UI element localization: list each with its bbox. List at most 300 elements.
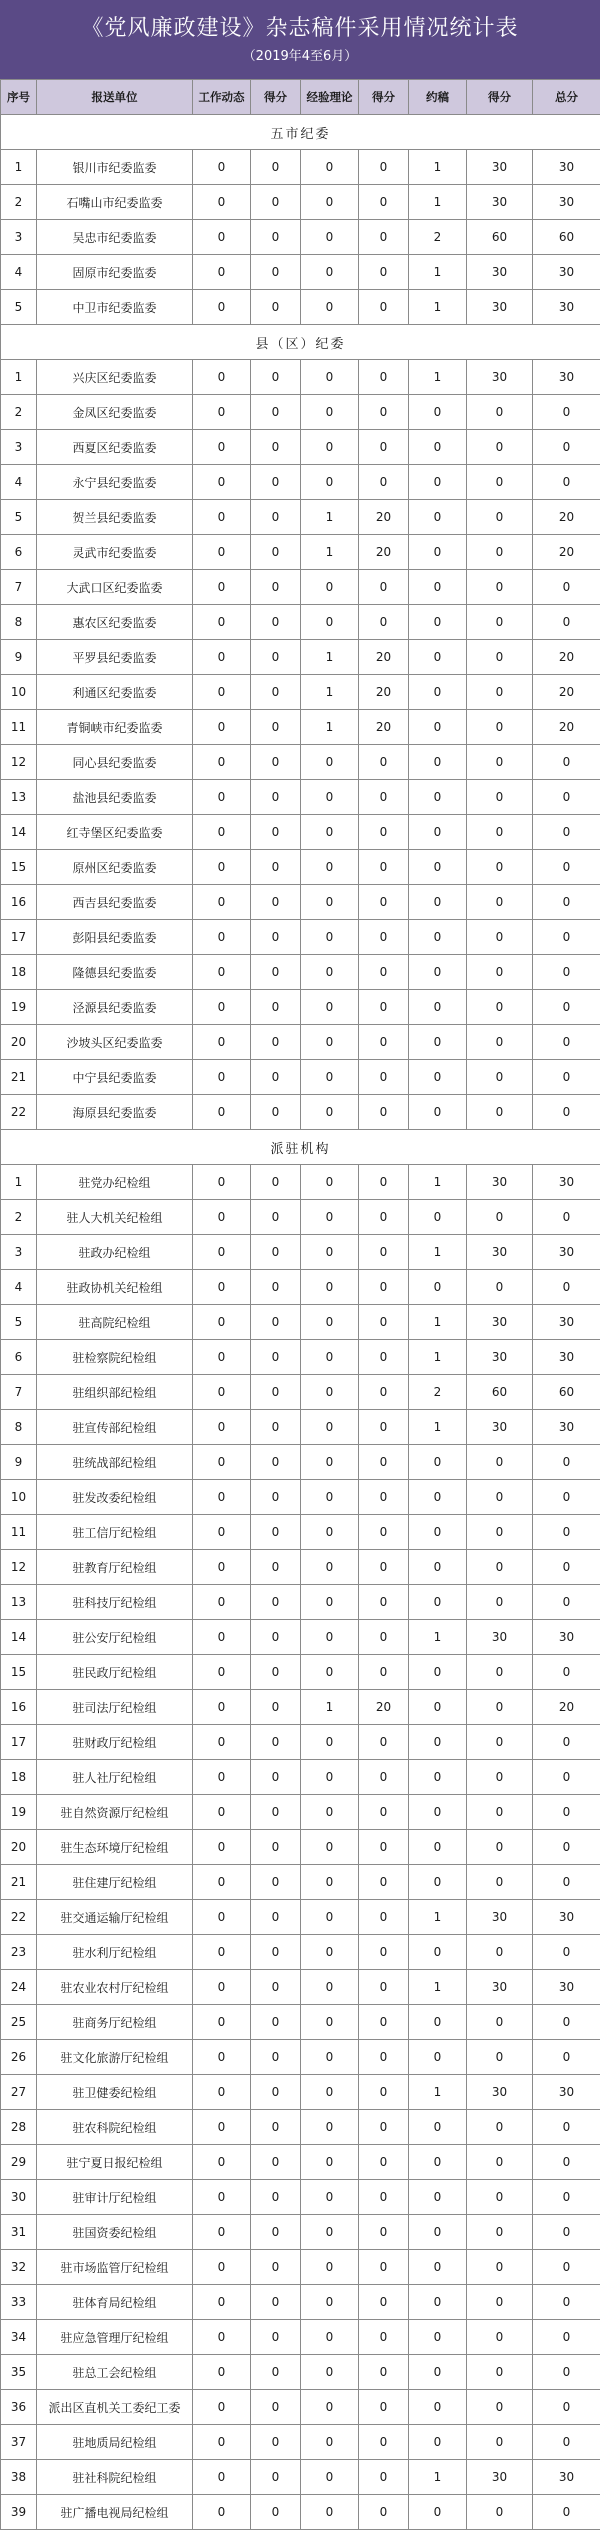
- score-cell: 0: [359, 990, 409, 1025]
- commissioned-cell: 0: [409, 815, 467, 850]
- score-cell: 0: [467, 2495, 533, 2530]
- commissioned-cell: 0: [409, 535, 467, 570]
- experience-cell: 0: [301, 745, 359, 780]
- table-row: [1, 535, 600, 570]
- unit-name-cell: 金凤区纪委监委: [37, 395, 193, 430]
- score-cell: 0: [359, 1830, 409, 1865]
- experience-cell: 1: [301, 1690, 359, 1725]
- score-cell: 0: [359, 2285, 409, 2320]
- commissioned-cell: 1: [409, 2075, 467, 2110]
- work-news-cell: 0: [193, 2460, 251, 2495]
- index-cell: 29: [1, 2145, 37, 2180]
- table-row: [1, 1095, 600, 1130]
- total-cell: 0: [533, 990, 600, 1025]
- commissioned-cell: 0: [409, 2320, 467, 2355]
- table-row: [1, 465, 600, 500]
- experience-cell: 0: [301, 1095, 359, 1130]
- work-news-cell: 0: [193, 2355, 251, 2390]
- work-news-cell: 0: [193, 1410, 251, 1445]
- score-cell: 0: [251, 1270, 301, 1305]
- work-news-cell: 0: [193, 815, 251, 850]
- total-cell: 30: [533, 1305, 600, 1340]
- unit-name-cell: 中宁县纪委监委: [37, 1060, 193, 1095]
- index-cell: 2: [1, 1200, 37, 1235]
- experience-cell: 0: [301, 885, 359, 920]
- statistics-table: [0, 79, 600, 2530]
- report-title: 《党风廉政建设》杂志稿件采用情况统计表: [81, 16, 519, 41]
- table-row: [1, 1200, 600, 1235]
- commissioned-cell: 2: [409, 1375, 467, 1410]
- index-cell: 11: [1, 1515, 37, 1550]
- index-cell: 1: [1, 360, 37, 395]
- work-news-cell: 0: [193, 2040, 251, 2075]
- work-news-cell: 0: [193, 1340, 251, 1375]
- score-cell: 0: [359, 1970, 409, 2005]
- experience-cell: 0: [301, 2425, 359, 2460]
- total-cell: 30: [533, 360, 600, 395]
- commissioned-cell: 0: [409, 2215, 467, 2250]
- index-cell: 4: [1, 255, 37, 290]
- table-row: [1, 150, 600, 185]
- experience-cell: 0: [301, 1200, 359, 1235]
- work-news-cell: 0: [193, 1270, 251, 1305]
- score-cell: 0: [467, 570, 533, 605]
- index-cell: 4: [1, 465, 37, 500]
- score-cell: 0: [467, 990, 533, 1025]
- index-cell: 10: [1, 675, 37, 710]
- score-cell: 0: [467, 2390, 533, 2425]
- score-cell: 0: [359, 885, 409, 920]
- work-news-cell: 0: [193, 1900, 251, 1935]
- index-cell: 5: [1, 500, 37, 535]
- score-cell: 0: [251, 185, 301, 220]
- total-cell: 0: [533, 1935, 600, 1970]
- score-cell: 0: [467, 780, 533, 815]
- column-header-experience: 经验理论: [301, 80, 359, 115]
- unit-name-cell: 驻总工会纪检组: [37, 2355, 193, 2390]
- experience-cell: 0: [301, 1270, 359, 1305]
- table-row: [1, 2320, 600, 2355]
- work-news-cell: 0: [193, 500, 251, 535]
- score-cell: 0: [251, 1515, 301, 1550]
- total-cell: 60: [533, 1375, 600, 1410]
- total-cell: 0: [533, 395, 600, 430]
- table-row: [1, 2460, 600, 2495]
- work-news-cell: 0: [193, 1025, 251, 1060]
- total-cell: 0: [533, 2005, 600, 2040]
- table-row: [1, 710, 600, 745]
- commissioned-cell: 0: [409, 2250, 467, 2285]
- index-cell: 21: [1, 1865, 37, 1900]
- table-row: [1, 2285, 600, 2320]
- total-cell: 0: [533, 1270, 600, 1305]
- score-cell: 0: [359, 745, 409, 780]
- score-cell: 0: [359, 1375, 409, 1410]
- score-cell: 0: [251, 605, 301, 640]
- column-header-score-2: 得分: [359, 80, 409, 115]
- index-cell: 20: [1, 1830, 37, 1865]
- experience-cell: 0: [301, 815, 359, 850]
- total-cell: 0: [533, 2495, 600, 2530]
- commissioned-cell: 0: [409, 2145, 467, 2180]
- experience-cell: 0: [301, 920, 359, 955]
- unit-name-cell: 盐池县纪委监委: [37, 780, 193, 815]
- index-cell: 32: [1, 2250, 37, 2285]
- score-cell: 30: [467, 290, 533, 325]
- work-news-cell: 0: [193, 465, 251, 500]
- score-cell: 0: [467, 2005, 533, 2040]
- unit-name-cell: 中卫市纪委监委: [37, 290, 193, 325]
- score-cell: 30: [467, 1410, 533, 1445]
- index-cell: 19: [1, 1795, 37, 1830]
- score-cell: 0: [359, 2110, 409, 2145]
- unit-name-cell: 驻商务厅纪检组: [37, 2005, 193, 2040]
- commissioned-cell: 1: [409, 185, 467, 220]
- commissioned-cell: 0: [409, 500, 467, 535]
- experience-cell: 0: [301, 1585, 359, 1620]
- work-news-cell: 0: [193, 675, 251, 710]
- score-cell: 0: [251, 1200, 301, 1235]
- commissioned-cell: 0: [409, 570, 467, 605]
- commissioned-cell: 0: [409, 1865, 467, 1900]
- total-cell: 0: [533, 1795, 600, 1830]
- experience-cell: 0: [301, 1900, 359, 1935]
- total-cell: 0: [533, 745, 600, 780]
- score-cell: 0: [251, 360, 301, 395]
- score-cell: 0: [467, 1270, 533, 1305]
- index-cell: 13: [1, 780, 37, 815]
- work-news-cell: 0: [193, 2285, 251, 2320]
- score-cell: 0: [251, 780, 301, 815]
- index-cell: 17: [1, 920, 37, 955]
- score-cell: 0: [251, 1935, 301, 1970]
- index-cell: 7: [1, 1375, 37, 1410]
- work-news-cell: 0: [193, 605, 251, 640]
- experience-cell: 0: [301, 955, 359, 990]
- experience-cell: 1: [301, 710, 359, 745]
- score-cell: 0: [359, 2005, 409, 2040]
- score-cell: 0: [251, 2355, 301, 2390]
- total-cell: 20: [533, 1690, 600, 1725]
- table-row: [1, 2040, 600, 2075]
- work-news-cell: 0: [193, 1865, 251, 1900]
- total-cell: 30: [533, 2460, 600, 2495]
- score-cell: 20: [359, 535, 409, 570]
- score-cell: 0: [251, 430, 301, 465]
- work-news-cell: 0: [193, 1375, 251, 1410]
- index-cell: 25: [1, 2005, 37, 2040]
- commissioned-cell: 0: [409, 1270, 467, 1305]
- unit-name-cell: 驻民政厅纪检组: [37, 1655, 193, 1690]
- unit-name-cell: 平罗县纪委监委: [37, 640, 193, 675]
- index-cell: 14: [1, 1620, 37, 1655]
- unit-name-cell: 银川市纪委监委: [37, 150, 193, 185]
- score-cell: 0: [251, 1620, 301, 1655]
- score-cell: 0: [467, 2180, 533, 2215]
- table-row: [1, 1445, 600, 1480]
- commissioned-cell: 0: [409, 1025, 467, 1060]
- score-cell: 0: [467, 955, 533, 990]
- score-cell: 0: [251, 2460, 301, 2495]
- score-cell: 0: [467, 1760, 533, 1795]
- unit-name-cell: 兴庆区纪委监委: [37, 360, 193, 395]
- score-cell: 0: [251, 570, 301, 605]
- score-cell: 0: [359, 1480, 409, 1515]
- score-cell: 0: [467, 2145, 533, 2180]
- experience-cell: 0: [301, 1935, 359, 1970]
- index-cell: 8: [1, 605, 37, 640]
- experience-cell: 0: [301, 2040, 359, 2075]
- column-header-unit: 报送单位: [37, 80, 193, 115]
- unit-name-cell: 驻审计厅纪检组: [37, 2180, 193, 2215]
- total-cell: 0: [533, 1480, 600, 1515]
- score-cell: 0: [467, 1865, 533, 1900]
- score-cell: 0: [467, 2425, 533, 2460]
- unit-name-cell: 驻发改委纪检组: [37, 1480, 193, 1515]
- total-cell: 0: [533, 2320, 600, 2355]
- score-cell: 0: [467, 1480, 533, 1515]
- work-news-cell: 0: [193, 1550, 251, 1585]
- score-cell: 0: [467, 430, 533, 465]
- score-cell: 0: [359, 430, 409, 465]
- score-cell: 0: [467, 2320, 533, 2355]
- table-row: [1, 1270, 600, 1305]
- score-cell: 0: [359, 290, 409, 325]
- table-row: [1, 500, 600, 535]
- commissioned-cell: 0: [409, 395, 467, 430]
- table-row: [1, 2355, 600, 2390]
- table-row: [1, 1865, 600, 1900]
- table-row: [1, 1760, 600, 1795]
- score-cell: 0: [359, 2495, 409, 2530]
- experience-cell: 0: [301, 1235, 359, 1270]
- experience-cell: 0: [301, 780, 359, 815]
- commissioned-cell: 0: [409, 1760, 467, 1795]
- index-cell: 16: [1, 885, 37, 920]
- total-cell: 20: [533, 640, 600, 675]
- total-cell: 30: [533, 1340, 600, 1375]
- commissioned-cell: 0: [409, 850, 467, 885]
- experience-cell: 0: [301, 2320, 359, 2355]
- work-news-cell: 0: [193, 1095, 251, 1130]
- total-cell: 0: [533, 1585, 600, 1620]
- score-cell: 20: [359, 500, 409, 535]
- unit-name-cell: 驻人大机关纪检组: [37, 1200, 193, 1235]
- experience-cell: 0: [301, 1060, 359, 1095]
- experience-cell: 1: [301, 675, 359, 710]
- score-cell: 0: [251, 1795, 301, 1830]
- table-row: [1, 395, 600, 430]
- score-cell: 0: [359, 1900, 409, 1935]
- experience-cell: 0: [301, 465, 359, 500]
- score-cell: 0: [251, 1760, 301, 1795]
- score-cell: 0: [251, 1655, 301, 1690]
- score-cell: 0: [251, 1725, 301, 1760]
- total-cell: 0: [533, 2355, 600, 2390]
- work-news-cell: 0: [193, 2390, 251, 2425]
- work-news-cell: 0: [193, 220, 251, 255]
- table-row: [1, 1830, 600, 1865]
- experience-cell: 0: [301, 1970, 359, 2005]
- unit-name-cell: 驻交通运输厅纪检组: [37, 1900, 193, 1935]
- column-header-work-news: 工作动态: [193, 80, 251, 115]
- unit-name-cell: 驻财政厅纪检组: [37, 1725, 193, 1760]
- total-cell: 0: [533, 2180, 600, 2215]
- score-cell: 0: [251, 395, 301, 430]
- score-cell: 0: [359, 815, 409, 850]
- total-cell: 30: [533, 1900, 600, 1935]
- score-cell: 0: [251, 2215, 301, 2250]
- score-cell: 0: [359, 2390, 409, 2425]
- commissioned-cell: 0: [409, 640, 467, 675]
- experience-cell: 0: [301, 1865, 359, 1900]
- commissioned-cell: 1: [409, 1340, 467, 1375]
- score-cell: 0: [359, 1550, 409, 1585]
- experience-cell: 0: [301, 1760, 359, 1795]
- score-cell: 0: [251, 2040, 301, 2075]
- commissioned-cell: 0: [409, 745, 467, 780]
- experience-cell: 0: [301, 2215, 359, 2250]
- score-cell: 0: [359, 780, 409, 815]
- commissioned-cell: 1: [409, 290, 467, 325]
- work-news-cell: 0: [193, 710, 251, 745]
- score-cell: 0: [251, 1830, 301, 1865]
- total-cell: 0: [533, 570, 600, 605]
- work-news-cell: 0: [193, 1795, 251, 1830]
- score-cell: 0: [251, 1480, 301, 1515]
- score-cell: 0: [467, 1935, 533, 1970]
- total-cell: 20: [533, 500, 600, 535]
- unit-name-cell: 驻农业农村厅纪检组: [37, 1970, 193, 2005]
- work-news-cell: 0: [193, 1200, 251, 1235]
- table-header-row: [1, 80, 600, 115]
- index-cell: 5: [1, 1305, 37, 1340]
- score-cell: 0: [467, 2250, 533, 2285]
- column-header-index: 序号: [1, 80, 37, 115]
- table-row: [1, 955, 600, 990]
- unit-name-cell: 驻科技厅纪检组: [37, 1585, 193, 1620]
- experience-cell: 0: [301, 1375, 359, 1410]
- score-cell: 0: [359, 2250, 409, 2285]
- score-cell: 0: [467, 815, 533, 850]
- experience-cell: 0: [301, 2250, 359, 2285]
- commissioned-cell: 2: [409, 220, 467, 255]
- score-cell: 0: [467, 2040, 533, 2075]
- commissioned-cell: 0: [409, 710, 467, 745]
- table-row: [1, 2145, 600, 2180]
- unit-name-cell: 驻市场监管厅纪检组: [37, 2250, 193, 2285]
- total-cell: 60: [533, 220, 600, 255]
- unit-name-cell: 驻统战部纪检组: [37, 1445, 193, 1480]
- experience-cell: 0: [301, 290, 359, 325]
- score-cell: 0: [359, 465, 409, 500]
- score-cell: 0: [359, 1445, 409, 1480]
- index-cell: 15: [1, 850, 37, 885]
- score-cell: 0: [467, 1445, 533, 1480]
- table-row: [1, 1725, 600, 1760]
- score-cell: 0: [359, 2460, 409, 2495]
- score-cell: 30: [467, 2460, 533, 2495]
- index-cell: 18: [1, 1760, 37, 1795]
- score-cell: 0: [467, 1830, 533, 1865]
- total-cell: 30: [533, 255, 600, 290]
- table-row: [1, 570, 600, 605]
- score-cell: 0: [251, 1410, 301, 1445]
- score-cell: 0: [251, 1865, 301, 1900]
- table-row: [1, 605, 600, 640]
- work-news-cell: 0: [193, 255, 251, 290]
- score-cell: 0: [251, 2075, 301, 2110]
- total-cell: 30: [533, 150, 600, 185]
- total-cell: 0: [533, 1550, 600, 1585]
- commissioned-cell: 0: [409, 1480, 467, 1515]
- unit-name-cell: 海原县纪委监委: [37, 1095, 193, 1130]
- work-news-cell: 0: [193, 955, 251, 990]
- index-cell: 23: [1, 1935, 37, 1970]
- score-cell: 0: [467, 1690, 533, 1725]
- index-cell: 20: [1, 1025, 37, 1060]
- index-cell: 21: [1, 1060, 37, 1095]
- score-cell: 0: [251, 2425, 301, 2460]
- experience-cell: 0: [301, 2355, 359, 2390]
- unit-name-cell: 驻应急管理厅纪检组: [37, 2320, 193, 2355]
- score-cell: 0: [251, 990, 301, 1025]
- section-title: 县（区）纪委: [1, 325, 600, 360]
- score-cell: 30: [467, 2075, 533, 2110]
- score-cell: 0: [467, 710, 533, 745]
- commissioned-cell: 1: [409, 1235, 467, 1270]
- section-header-row: [1, 115, 600, 150]
- work-news-cell: 0: [193, 2250, 251, 2285]
- column-header-score-1: 得分: [251, 80, 301, 115]
- score-cell: 0: [251, 1585, 301, 1620]
- score-cell: 0: [251, 2390, 301, 2425]
- total-cell: 0: [533, 1515, 600, 1550]
- work-news-cell: 0: [193, 2005, 251, 2040]
- work-news-cell: 0: [193, 780, 251, 815]
- unit-name-cell: 驻党办纪检组: [37, 1165, 193, 1200]
- index-cell: 3: [1, 1235, 37, 1270]
- score-cell: 0: [251, 640, 301, 675]
- score-cell: 0: [359, 2320, 409, 2355]
- total-cell: 0: [533, 1060, 600, 1095]
- score-cell: 0: [251, 1305, 301, 1340]
- index-cell: 33: [1, 2285, 37, 2320]
- total-cell: 30: [533, 290, 600, 325]
- score-cell: 0: [251, 675, 301, 710]
- score-cell: 0: [251, 1550, 301, 1585]
- work-news-cell: 0: [193, 2110, 251, 2145]
- total-cell: 30: [533, 1620, 600, 1655]
- experience-cell: 0: [301, 1410, 359, 1445]
- score-cell: 0: [359, 1095, 409, 1130]
- index-cell: 24: [1, 1970, 37, 2005]
- total-cell: 20: [533, 535, 600, 570]
- unit-name-cell: 惠农区纪委监委: [37, 605, 193, 640]
- experience-cell: 0: [301, 2285, 359, 2320]
- score-cell: 0: [359, 1585, 409, 1620]
- experience-cell: 0: [301, 1725, 359, 1760]
- work-news-cell: 0: [193, 640, 251, 675]
- index-cell: 3: [1, 430, 37, 465]
- unit-name-cell: 驻文化旅游厅纪检组: [37, 2040, 193, 2075]
- commissioned-cell: 0: [409, 2040, 467, 2075]
- commissioned-cell: 0: [409, 2180, 467, 2215]
- index-cell: 3: [1, 220, 37, 255]
- score-cell: 0: [467, 1515, 533, 1550]
- score-cell: 0: [359, 850, 409, 885]
- commissioned-cell: 0: [409, 675, 467, 710]
